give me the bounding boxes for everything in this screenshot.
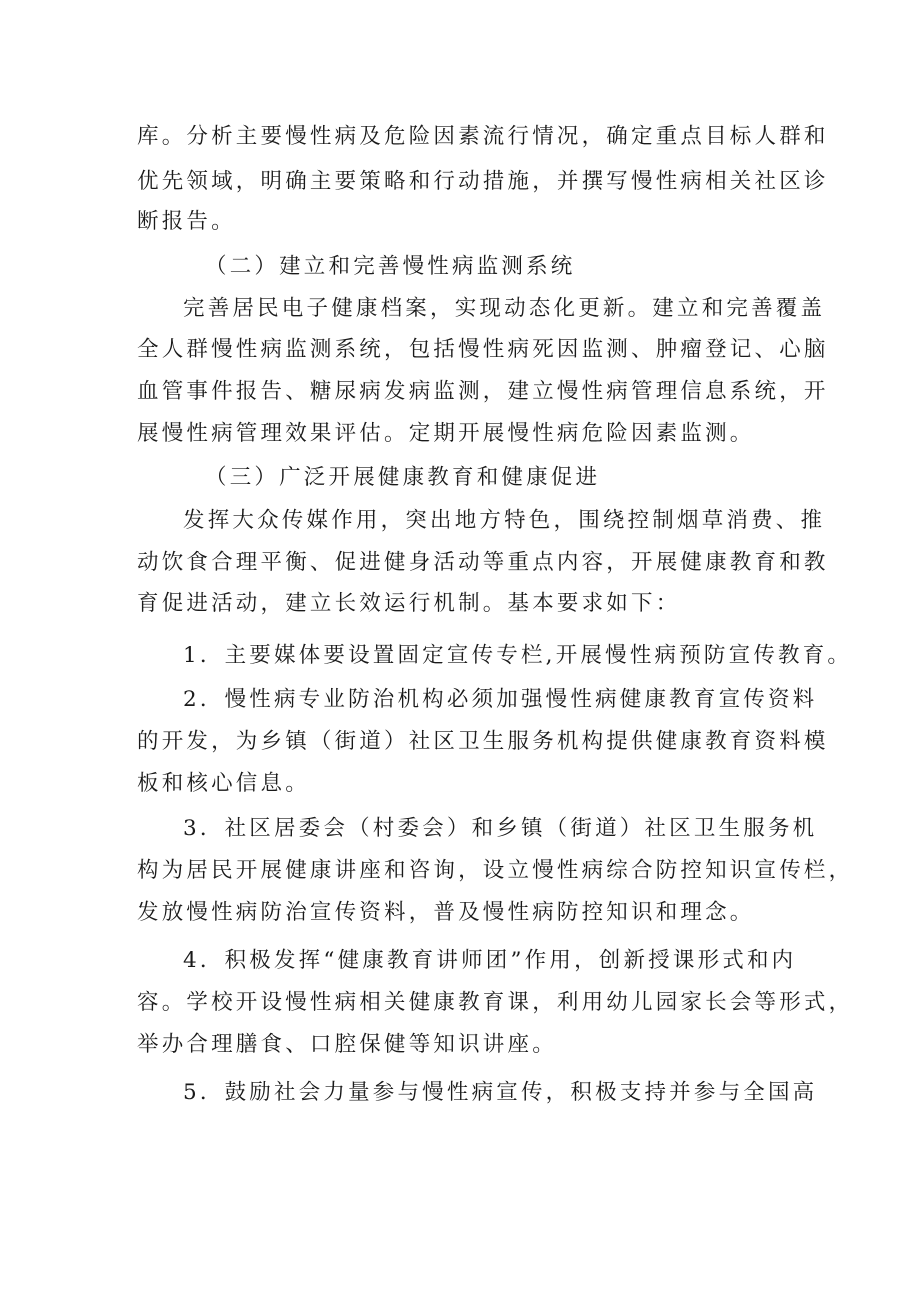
paragraph-line: 血管事件报告、糖尿病发病监测，建立慢性病管理信息系统，开 (137, 379, 829, 404)
paragraph-line: 发挥大众传媒作用，突出地方特色，围绕控制烟草消费、推 (183, 508, 826, 533)
paragraph-line: 容。学校开设慢性病相关健康教育课，利用幼儿园家长会等形式， (137, 990, 854, 1015)
paragraph-line: 全人群慢性病监测系统，包括慢性病死因监测、肿瘤登记、心脑 (137, 337, 829, 362)
list-item-5: 5．鼓励社会力量参与慢性病宣传，积极支持并参与全国高 (183, 1080, 818, 1105)
section-heading-3: （三）广泛开展健康教育和健康促进 (205, 465, 601, 490)
list-item-3: 3．社区居委会（村委会）和乡镇（街道）社区卫生服务机 (183, 816, 818, 841)
section-heading-2: （二）建立和完善慢性病监测系统 (205, 254, 576, 279)
paragraph-line: 育促进活动，建立长效运行机制。基本要求如下： (137, 591, 681, 616)
paragraph-line: 优先领域，明确主要策略和行动措施，并撰写慢性病相关社区诊 (137, 169, 829, 194)
paragraph-line: 动饮食合理平衡、促进健身活动等重点内容，开展健康教育和教 (137, 550, 829, 575)
paragraph-line: 发放慢性病防治宣传资料，普及慢性病防控知识和理念。 (137, 900, 755, 925)
list-item-4: 4．积极发挥“健康教育讲师团”作用，创新授课形式和内 (183, 948, 797, 973)
paragraph-line: 完善居民电子健康档案，实现动态化更新。建立和完善覆盖 (183, 296, 826, 321)
list-item-1: 1．主要媒体要设置固定宣传专栏,开展慢性病预防宣传教育。 (183, 643, 853, 668)
paragraph-line: 的开发，为乡镇（街道）社区卫生服务机构提供健康教育资料模 (137, 729, 829, 754)
paragraph-line: 板和核心信息。 (137, 771, 310, 796)
paragraph-line: 库。分析主要慢性病及危险因素流行情况，确定重点目标人群和 (137, 124, 829, 149)
paragraph-line: 断报告。 (137, 209, 236, 234)
paragraph-line: 举办合理膳食、口腔保健等知识讲座。 (137, 1032, 557, 1057)
paragraph-line: 构为居民开展健康讲座和咨询，设立慢性病综合防控知识宣传栏， (137, 858, 854, 883)
list-item-2: 2．慢性病专业防治机构必须加强慢性病健康教育宣传资料 (183, 687, 818, 712)
paragraph-line: 展慢性病管理效果评估。定期开展慢性病危险因素监测。 (137, 421, 755, 446)
